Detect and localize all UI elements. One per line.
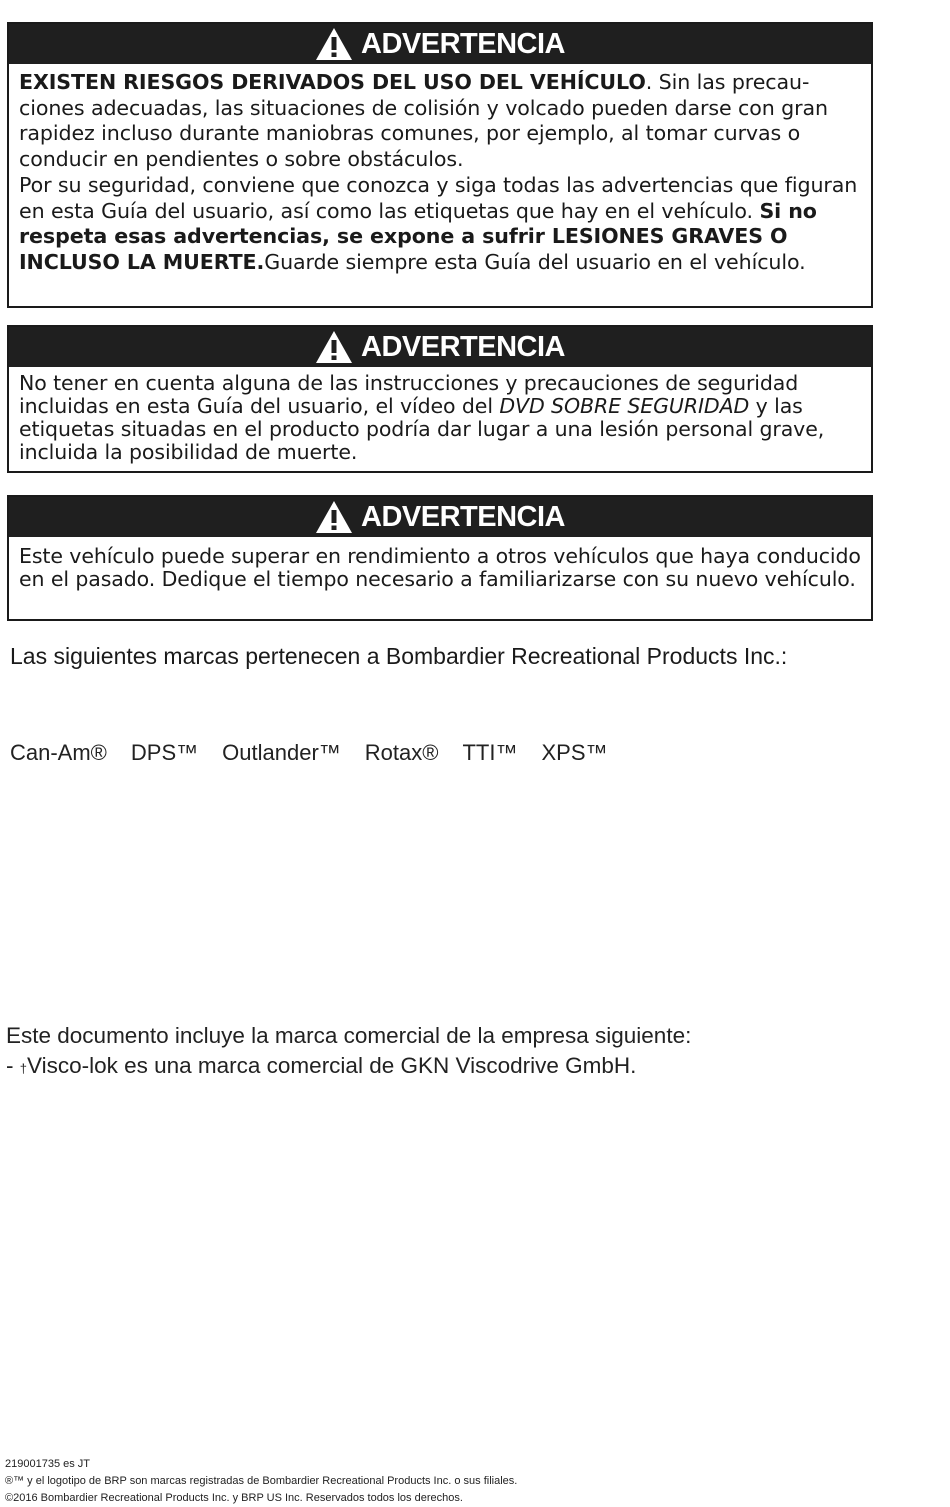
warning-box-3 (7, 495, 873, 621)
warning-text-part: Guarde siempre esta Guía del usuario en el vehículo. (264, 249, 806, 274)
warning-box-2 (7, 325, 873, 473)
warning-text-part: Este vehículo puede superar en rendimiento a otros vehículos que haya conducido en el pasado. Dedique el tiempo necesario a familiarizarse con su nuevo vehículo. (19, 544, 861, 591)
brp-notice: ®™ y el logotipo de BRP son marcas registradas de Bombardier Recreational Products Inc. o sus filiales. (5, 1475, 518, 1487)
trademark-item: Rotax® (364, 740, 439, 765)
warning-italic-text: DVD SOBRE SEGURIDAD (499, 394, 750, 418)
copyright: ©2016 Bombardier Recreational Products Inc. y BRP US Inc. Reservados todos los derechos. (5, 1492, 463, 1504)
trademark-item: TTI™ (462, 740, 518, 765)
warning-triangle-icon (315, 500, 353, 534)
warning-title: ADVERTENCIA (361, 330, 565, 363)
trademark-list (10, 740, 632, 766)
warning-triangle-icon (315, 330, 353, 364)
trademark-item: XPS™ (541, 740, 608, 765)
warning-text-part: . Sin las precau-ciones adecuadas, las situaciones de colisión y volcado pueden darse con gran rapidez incluso durante maniobras comunes, por ejemplo, al tomar curvas o conducir en pendientes o sobre obstáculos. (19, 70, 828, 172)
trademark-item: DPS™ (130, 740, 199, 765)
list-dash: - (6, 1053, 20, 1078)
warning-text-part: Por su seguridad, conviene que conozca y siga todas las advertencias que figuran en esta Guía del usuario, así como las etiquetas que hay en el vehículo. (19, 172, 858, 223)
warning-text-part: y las etiquetas situadas en el producto podría dar lugar a una lesión personal grave, incluida la posibilidad de muerte. (19, 394, 825, 464)
dagger-mark: † (19, 1061, 27, 1076)
warning-title: ADVERTENCIA (361, 500, 565, 533)
trademark-item: Can-Am® (10, 740, 107, 765)
warning-header (9, 24, 871, 64)
footer (5, 1456, 517, 1507)
warning-box-1 (7, 22, 873, 308)
third-party-item-text: Visco-lok es una marca comercial de GKN Viscodrive GmbH. (26, 1053, 637, 1078)
warning-bold-lead: EXISTEN RIESGOS DERIVADOS DEL USO DEL VEHÍCULO (19, 70, 646, 94)
third-party-trademarks (6, 1021, 691, 1084)
trademarks-intro: Las siguientes marcas pertenecen a Bombardier Recreational Products Inc.: (10, 643, 788, 669)
warning-triangle-icon (315, 27, 353, 61)
third-party-intro: Este documento incluye la marca comercial de la empresa siguiente: (6, 1023, 692, 1048)
third-party-item (6, 1051, 691, 1084)
trademark-item: Outlander™ (222, 740, 341, 765)
warning-text (9, 64, 871, 280)
warning-header (9, 497, 871, 537)
warning-text (9, 367, 871, 468)
doc-code: 219001735 es JT (5, 1458, 91, 1470)
warning-header (9, 327, 871, 367)
warning-bold-text: Si no respeta esas advertencias, se expone a sufrir LESIONES GRAVES O INCLUSO LA MUERTE. (19, 198, 817, 274)
warning-text (9, 537, 871, 595)
warning-text-part: No tener en cuenta alguna de las instrucciones y precauciones de seguridad incluidas en esta Guía del usuario, el vídeo del (19, 371, 799, 418)
warning-title: ADVERTENCIA (361, 27, 565, 60)
